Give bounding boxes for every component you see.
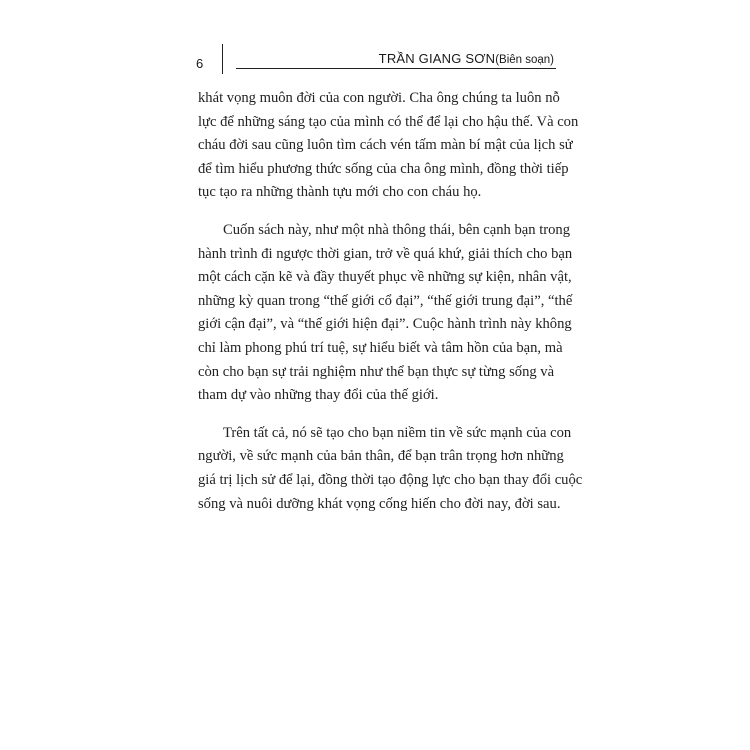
text-line: giá trị lịch sử để lại, đồng thời tạo động lực cho bạn thay đổi cuộc: [198, 471, 583, 488]
text-line: giới cận đại”, và “thế giới hiện đại”. Cuộc hành trình này không: [198, 316, 572, 333]
paragraph-3: [198, 422, 583, 516]
text-line: tục tạo ra những thành tựu mới cho con cháu họ.: [198, 184, 482, 201]
text-line: chỉ làm phong phú trí tuệ, sự hiểu biết và tâm hồn của bạn, mà: [198, 339, 563, 356]
text-line: cháu đời sau cũng luôn tìm cách vén tấm màn bí mật của lịch sử: [198, 137, 573, 154]
text-line: một cách cặn kẽ và đầy thuyết phục về những sự kiện, nhân vật,: [198, 269, 572, 286]
text-line: sống và nuôi dưỡng khát vọng cống hiến cho đời nay, đời sau.: [198, 495, 561, 512]
body-text: [198, 87, 583, 530]
text-line: người, về sức mạnh của bản thân, để bạn trân trọng hơn những: [198, 448, 564, 465]
paragraph-1: [198, 87, 579, 205]
text-line: lực để những sáng tạo của mình có thể để lại cho hậu thế. Và con: [198, 113, 579, 130]
header-divider-vertical: [222, 44, 223, 74]
header-author: TRẦN GIANG SƠN: [378, 51, 496, 66]
page-number: 6: [196, 56, 204, 71]
text-line: tham dự vào những thay đổi của thế giới.: [198, 387, 439, 404]
text-line: những kỳ quan trong “thế giới cổ đại”, “thế giới trung đại”, “thế: [198, 292, 573, 309]
text-line: hành trình đi ngược thời gian, trở về quá khứ, giải thích cho bạn: [198, 245, 573, 262]
text-line: khát vọng muôn đời của con người. Cha ông chúng ta luôn nỗ: [198, 90, 560, 106]
running-header: [379, 50, 554, 68]
text-line: còn cho bạn sự trải nghiệm như thể bạn thực sự từng sống và: [198, 363, 555, 380]
header-rule: [236, 68, 556, 69]
header-role: (Biên soạn): [495, 54, 554, 66]
text-line: Trên tất cả, nó sẽ tạo cho bạn niềm tin về sức mạnh của con: [223, 424, 572, 441]
paragraph-2: [198, 219, 573, 408]
text-line: Cuốn sách này, như một nhà thông thái, bên cạnh bạn trong: [223, 221, 571, 238]
text-line: để tìm hiểu phương thức sống của cha ông mình, đồng thời tiếp: [198, 160, 569, 177]
